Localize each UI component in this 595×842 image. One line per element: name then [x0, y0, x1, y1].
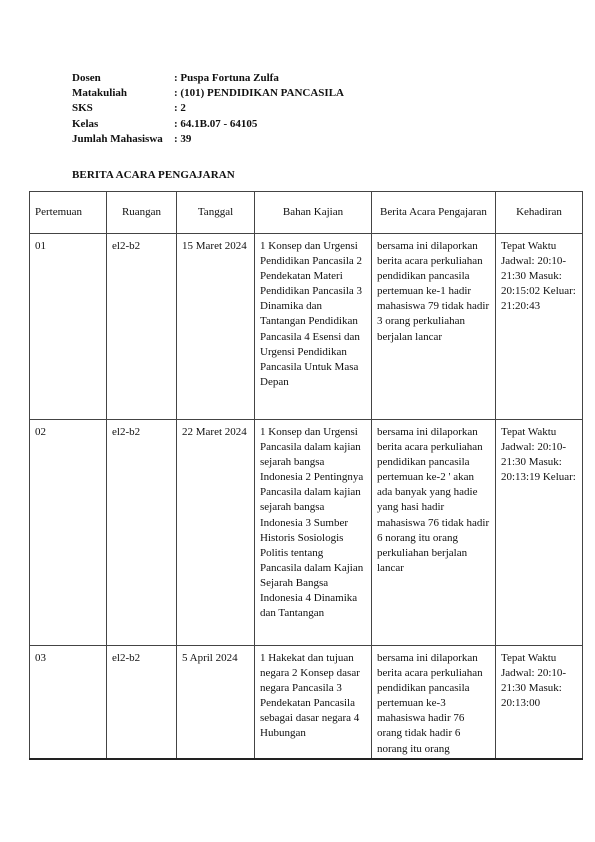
course-meta — [72, 71, 344, 147]
meta-value-kelas: : 64.1B.07 - 64105 — [174, 117, 258, 130]
meta-label-jumlah-mahasiswa: Jumlah Mahasiswa — [72, 132, 163, 145]
meta-row-jumlah-mahasiswa — [72, 132, 344, 147]
column-header-pertemuan: Pertemuan — [30, 192, 107, 234]
cell-tanggal: 5 April 2024 — [177, 646, 255, 760]
meta-label-sks: SKS — [72, 102, 93, 115]
table-row — [30, 234, 583, 420]
cell-pertemuan: 01 — [30, 234, 107, 420]
berita-acara-table — [29, 191, 583, 760]
column-header-berita-acara: Berita Acara Pengajaran — [372, 192, 496, 234]
column-header-tanggal: Tanggal — [177, 192, 255, 234]
table-header-row — [30, 192, 583, 234]
cell-ruangan: el2-b2 — [107, 420, 177, 646]
cell-kehadiran: Tepat Waktu Jadwal: 20:10-21:30 Masuk: 20:15:02 Keluar: 21:20:43 — [496, 234, 583, 420]
meta-row-sks — [72, 101, 344, 116]
table-row — [30, 420, 583, 646]
cell-bahan-kajian: 1 Konsep dan Urgensi Pancasila dalam kajian sejarah bangsa Indonesia 2 Pentingnya Pancasila dalam kajian sejarah bangsa Indonesia 3 Sumber Historis Sosiologis Politis tentang Pancasila dalam Kajian Sejarah Bangsa Indonesia 4 Dinamika dan Tantangan — [255, 420, 372, 646]
cell-tanggal: 15 Maret 2024 — [177, 234, 255, 420]
column-header-bahan-kajian: Bahan Kajian — [255, 192, 372, 234]
cell-ruangan: el2-b2 — [107, 646, 177, 760]
meta-value-matakuliah: : (101) PENDIDIKAN PANCASILA — [174, 87, 344, 100]
column-header-ruangan: Ruangan — [107, 192, 177, 234]
cell-bahan-kajian: 1 Konsep dan Urgensi Pendidikan Pancasila 2 Pendekatan Materi Pendidikan Pancasila 3 Dinamika dan Tantangan Pendidikan Pancasila 4 Esensi dan Urgensi Pendidikan Pancasila Untuk Masa Depan — [255, 234, 372, 420]
cell-tanggal: 22 Maret 2024 — [177, 420, 255, 646]
meta-label-kelas: Kelas — [72, 117, 99, 130]
cell-kehadiran: Tepat Waktu Jadwal: 20:10-21:30 Masuk: 20:13:19 Keluar: — [496, 420, 583, 646]
cell-pertemuan: 03 — [30, 646, 107, 760]
cell-berita-acara: bersama ini dilaporkan berita acara perkuliahan pendidikan pancasila pertemuan ke-3 mahasiswa hadir 76 orang tidak hadir 6 norang itu orang — [372, 646, 496, 760]
meta-row-matakuliah — [72, 86, 344, 101]
table-row — [30, 646, 583, 760]
cell-bahan-kajian: 1 Hakekat dan tujuan negara 2 Konsep dasar negara Pancasila 3 Pendekatan Pancasila sebagai dasar negara 4 Hubungan — [255, 646, 372, 760]
meta-label-dosen: Dosen — [72, 72, 101, 84]
cell-pertemuan: 02 — [30, 420, 107, 646]
cell-kehadiran: Tepat Waktu Jadwal: 20:10-21:30 Masuk: 20:13:00 — [496, 646, 583, 760]
column-header-kehadiran: Kehadiran — [496, 192, 583, 234]
cell-berita-acara: bersama ini dilaporkan berita acara perkuliahan pendidikan pancasila pertemuan ke-2 ' akan ada banyak yang hadie yang hasi hadir mahasiswa 76 tidak hadir 6 norang itu orang perkuliahan berjalan lancar — [372, 420, 496, 646]
meta-value-dosen: : Puspa Fortuna Zulfa — [174, 72, 279, 84]
section-title: BERITA ACARA PENGAJARAN — [72, 169, 235, 181]
cell-berita-acara: bersama ini dilaporkan berita acara perkuliahan pendidikan pancasila pertemuan ke-1 hadir mahasiswa 79 tidak hadir 3 orang perkuliahan berjalan lancar — [372, 234, 496, 420]
meta-value-sks: : 2 — [174, 102, 186, 115]
cell-ruangan: el2-b2 — [107, 234, 177, 420]
meta-row-kelas — [72, 117, 344, 132]
meta-label-matakuliah: Matakuliah — [72, 87, 128, 100]
meta-row-dosen — [72, 71, 344, 86]
meta-value-jumlah-mahasiswa: : 39 — [174, 132, 192, 145]
